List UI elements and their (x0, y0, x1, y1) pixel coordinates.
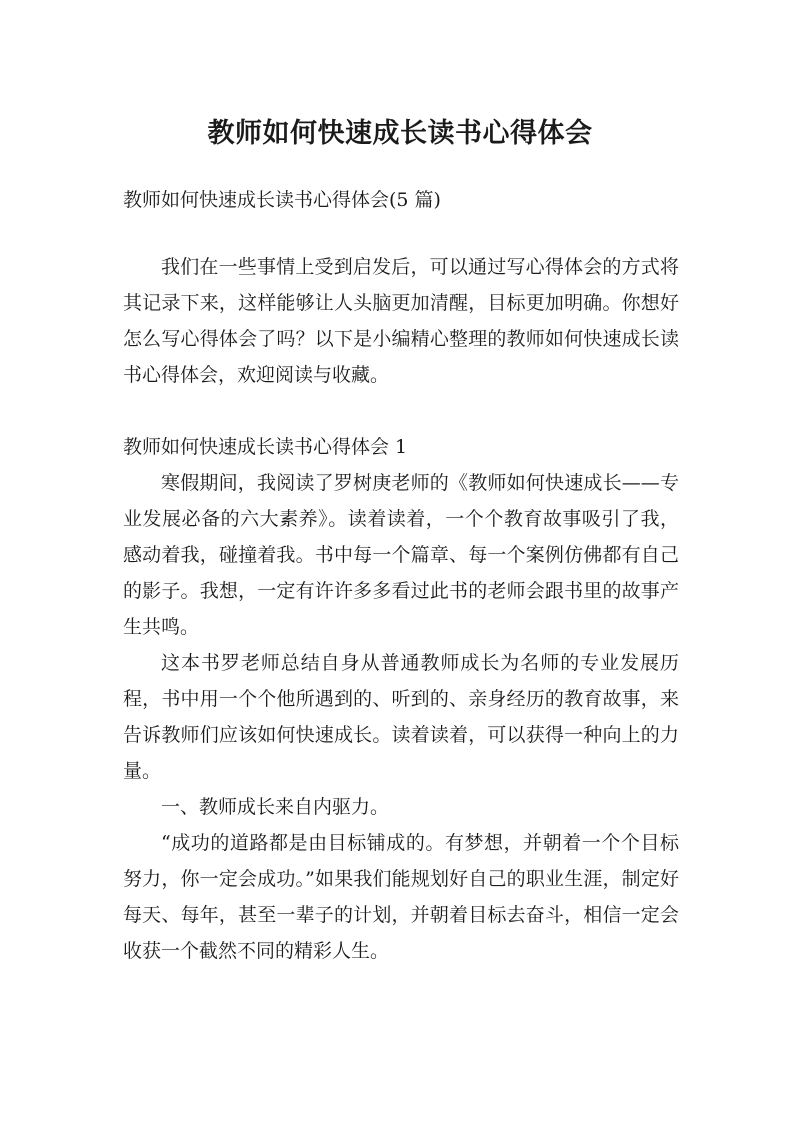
body-paragraph: 寒假期间，我阅读了罗树庚老师的《教师如何快速成长——专业发展必备的六大素养》。读着读着，一个个教育故事吸引了我，感动着我，碰撞着我。书中每一个篇章、每一个案例仿佛都有自己的影子。我想，一定有许许多多看过此书的老师会跟书里的故事产生共鸣。 (123, 472, 679, 638)
body-paragraph: 这本书罗老师总结自身从普通教师成长为名师的专业发展历程，书中用一个个他所遇到的、听到的、亲身经历的教育故事，来告诉教师们应该如何快速成长。读着读着，可以获得一种向上的力量。 (123, 652, 679, 782)
body-paragraph: “成功的道路都是由目标铺成的。有梦想，并朝着一个个目标努力，你一定会成功。”如果我们能规划好自己的职业生涯，制定好每天、每年，甚至一辈子的计划，并朝着目标去奋斗，相信一定会收获一个截然不同的精彩人生。 (123, 832, 679, 962)
subsection-heading: 一、教师成长来自内驱力。 (161, 796, 390, 818)
section-heading: 教师如何快速成长读书心得体会 1 (123, 436, 408, 458)
intro-paragraph: 我们在一些事情上受到启发后，可以通过写心得体会的方式将其记录下来，这样能够让人头脑更加清醒，目标更加明确。你想好怎么写心得体会了吗？以下是小编精心整理的教师如何快速成长读书心得体会，欢迎阅读与收藏。 (123, 256, 679, 386)
document-body (123, 182, 679, 969)
document-title: 教师如何快速成长读书心得体会 (207, 118, 593, 150)
document-subtitle: 教师如何快速成长读书心得体会(5 篇) (123, 189, 441, 211)
